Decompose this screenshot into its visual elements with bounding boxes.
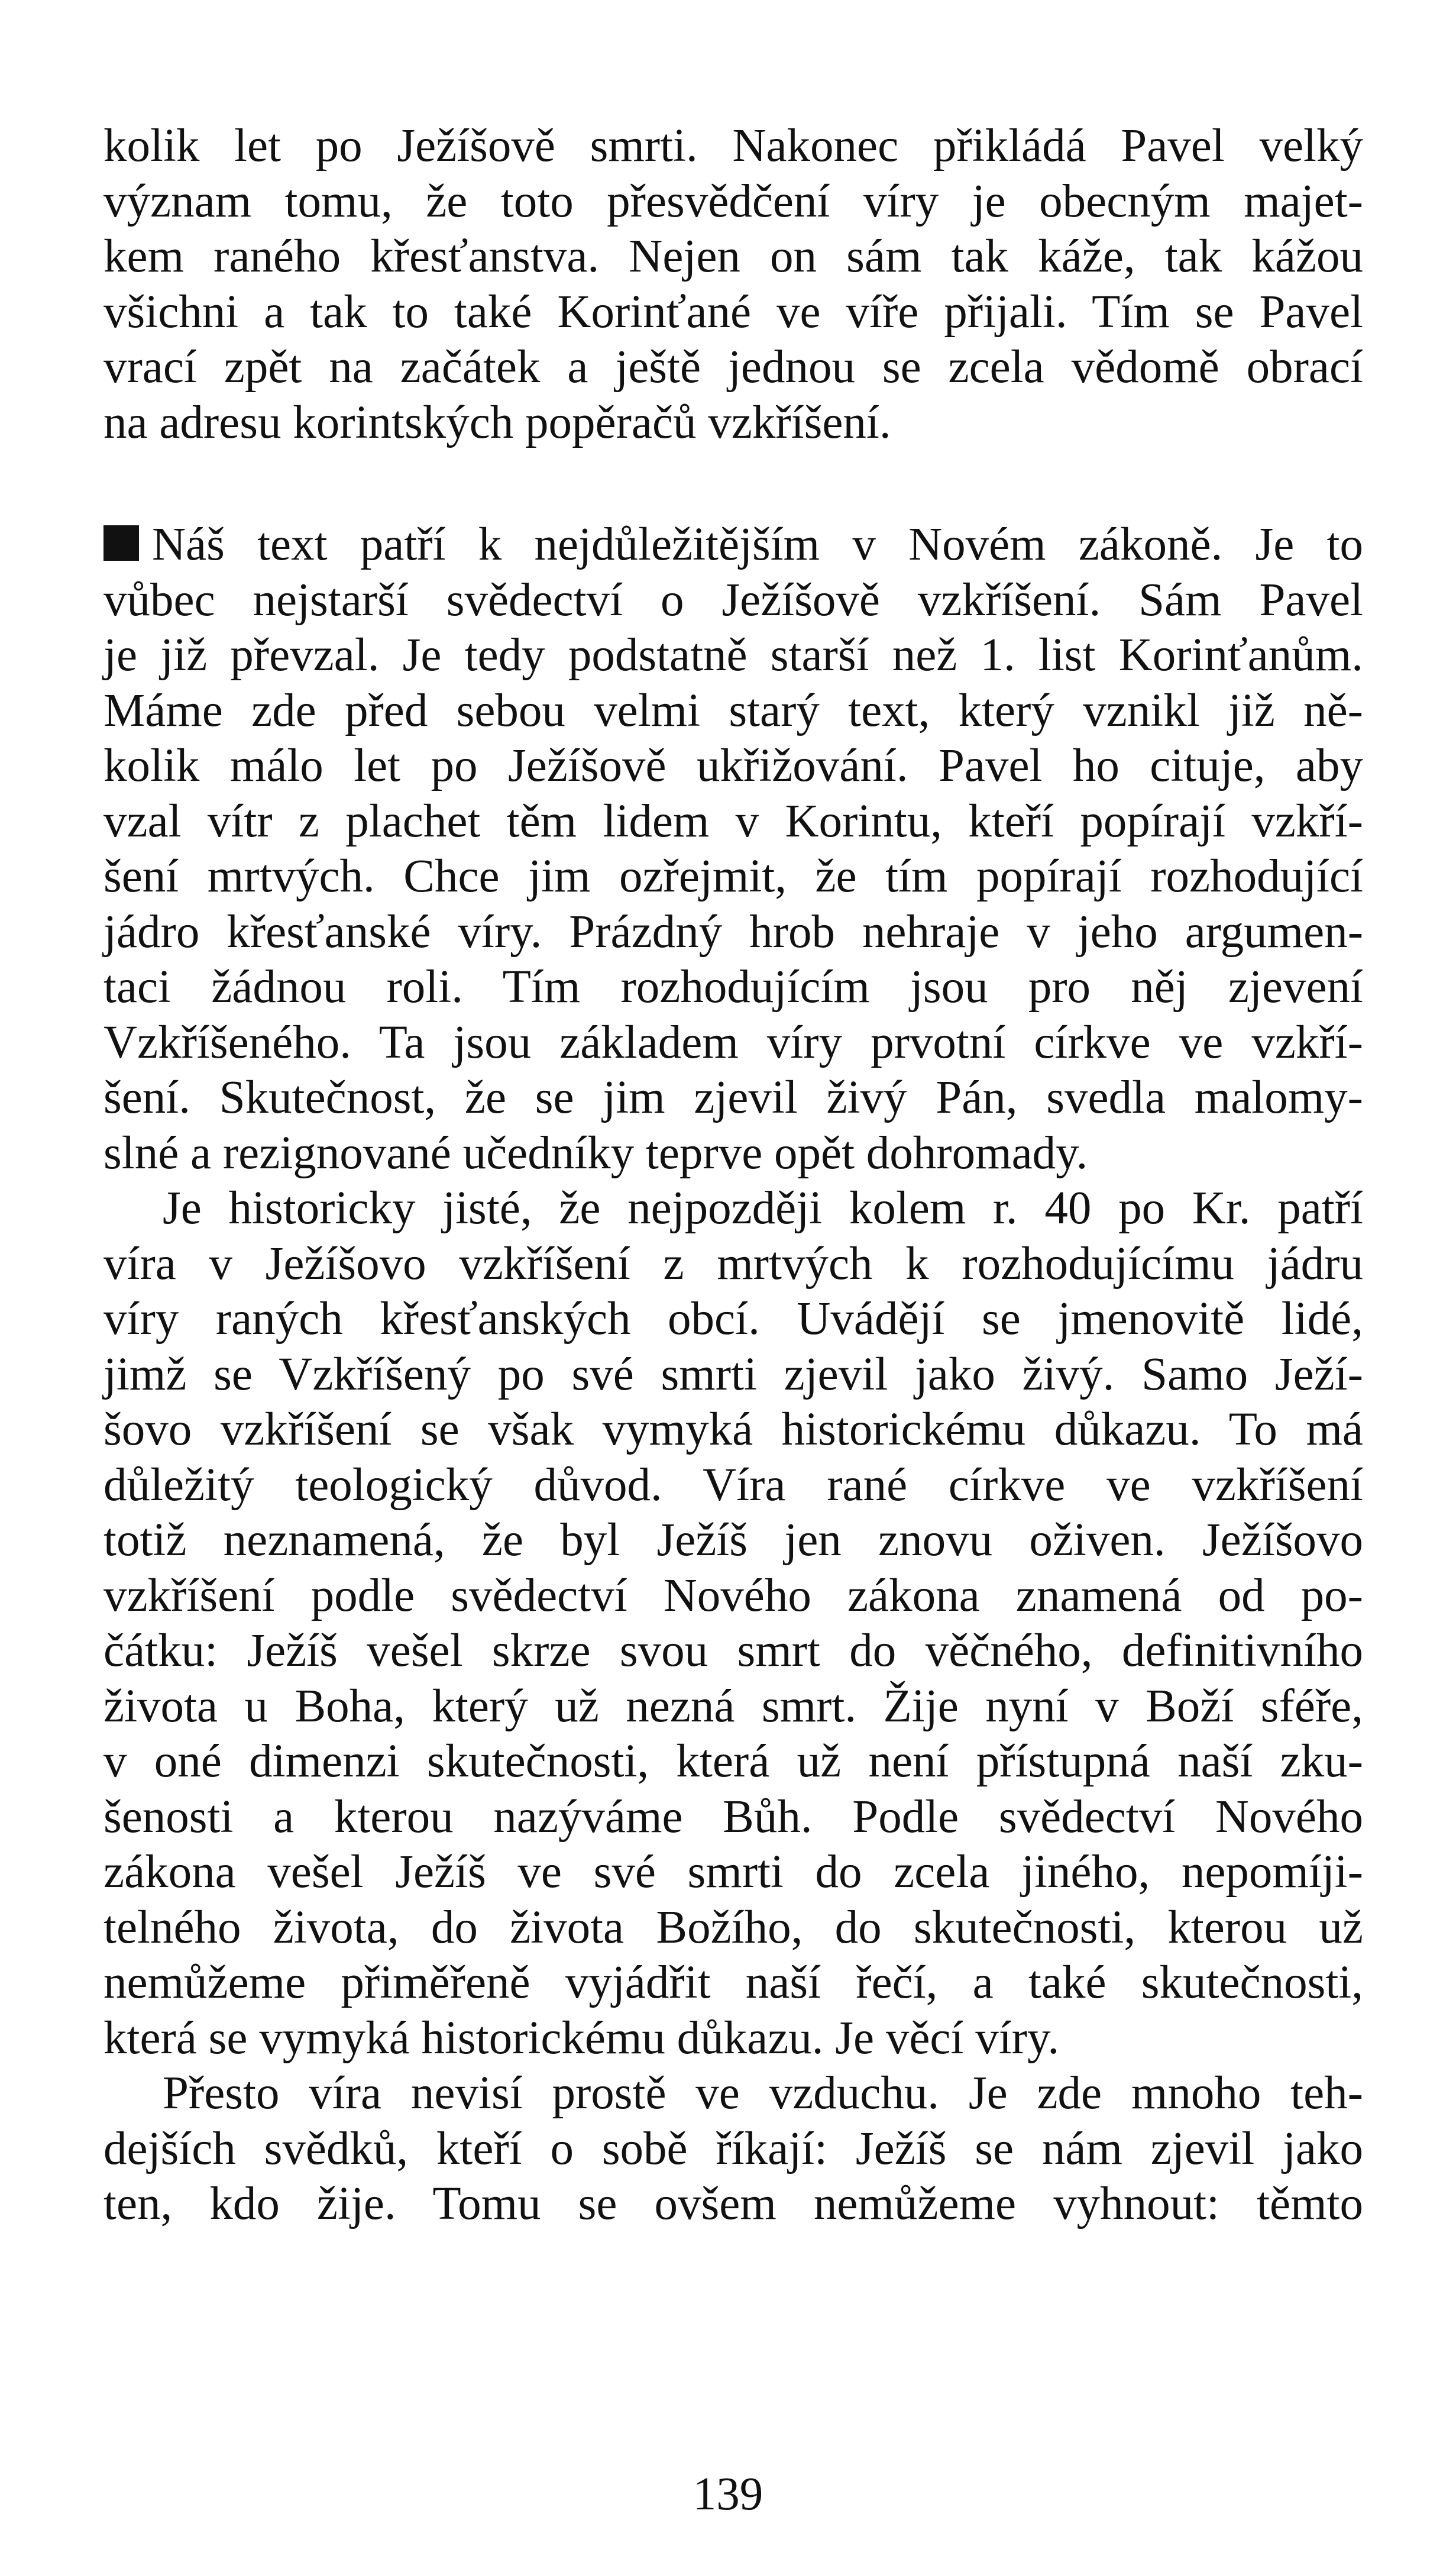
text-line: jádro křesťanské víry. Prázdný hrob nehraje v jeho argumen- — [103, 906, 1363, 958]
page-number: 139 — [693, 2469, 763, 2520]
section-marker-icon — [103, 525, 139, 561]
text-line: všichni a tak to také Korinťané ve víře přijali. Tím se Pavel — [103, 286, 1363, 338]
text-line: čátku: Ježíš vešel skrze svou smrt do věčného, definitivního — [103, 1625, 1363, 1676]
text-line: na adresu korintských popěračů vzkříšení. — [103, 396, 891, 448]
text-line: vzal vítr z plachet těm lidem v Korintu, kteří popírají vzkří- — [103, 795, 1363, 847]
paragraph-witnesses — [103, 2066, 1363, 2232]
text-line: telného života, do života Božího, do skutečnosti, kterou už — [103, 1901, 1363, 1953]
text-line: Vzkříšeného. Ta jsou základem víry prvotní církve ve vzkří- — [103, 1016, 1363, 1068]
text-line: taci žádnou roli. Tím rozhodujícím jsou pro něj zjevení — [103, 961, 1363, 1013]
text-line: která se vymyká historickému důkazu. Je věcí víry. — [103, 2012, 1060, 2064]
text-line: šenosti a kterou nazýváme Bůh. Podle svědectví Nového — [103, 1791, 1363, 1843]
text-line: kem raného křesťanstva. Nejen on sám tak káže, tak kážou — [103, 231, 1363, 282]
text-line: víry raných křesťanských obcí. Uvádějí se jmenovitě lidé, — [103, 1293, 1363, 1345]
text-line: vůbec nejstarší svědectví o Ježíšově vzkříšení. Sám Pavel — [103, 574, 1363, 626]
text-line-content: Náš text patří k nejdůležitějším v Novém zákoně. Je to — [152, 519, 1363, 570]
text-line: zákona vešel Ježíš ve své smrti do zcela jiného, nepomíji- — [103, 1846, 1363, 1898]
text-line: význam tomu, že toto přesvědčení víry je obecným majet- — [103, 175, 1363, 227]
text-line: víra v Ježíšovo vzkříšení z mrtvých k rozhodujícímu jádru — [103, 1238, 1363, 1290]
text-line: Máme zde před sebou velmi starý text, který vznikl již ně- — [103, 684, 1363, 736]
text-line: slné a rezignované učedníky teprve opět dohromady. — [103, 1127, 1088, 1179]
text-line: života u Boha, který už nezná smrt. Žije nyní v Boží sféře, — [103, 1680, 1363, 1732]
text-line-indented: Přesto víra nevisí prostě ve vzduchu. Je zde mnoho teh- — [163, 2067, 1363, 2119]
text-line: kolik let po Ježíšově smrti. Nakonec přikládá Pavel velký — [103, 120, 1363, 172]
text-line: ten, kdo žije. Tomu se ovšem nemůžeme vyhnout: těmto — [103, 2178, 1363, 2230]
text-line: vzkříšení podle svědectví Nového zákona znamená od po- — [103, 1569, 1363, 1621]
text-line: je již převzal. Je tedy podstatně starší než 1. list Korinťanům. — [103, 629, 1363, 681]
text-line: vrací zpět na začátek a ještě jednou se zcela vědomě obrací — [103, 341, 1363, 393]
text-line: kolik málo let po Ježíšově ukřižování. Pavel ho cituje, aby — [103, 740, 1363, 791]
text-line: šení mrtvých. Chce jim ozřejmit, že tím popírají rozhodující — [103, 851, 1363, 902]
text-line: dejších svědků, kteří o sobě říkají: Ježíš se nám zjevil jako — [103, 2122, 1363, 2175]
text-line-indented: Je historicky jisté, že nejpozději kolem r. 40 po Kr. patří — [163, 1183, 1363, 1234]
text-line-with-marker — [103, 517, 1363, 573]
paragraph-commentary — [103, 517, 1363, 1181]
text-line: jimž se Vzkříšený po své smrti zjevil jako živý. Samo Ježí- — [103, 1348, 1363, 1400]
text-line: šovo vzkříšení se však vymyká historickému důkazu. To má — [103, 1404, 1363, 1455]
text-line: důležitý teologický důvod. Víra rané církve ve vzkříšení — [103, 1459, 1363, 1511]
body-text — [103, 118, 1363, 2232]
text-line: šení. Skutečnost, že se jim zjevil živý Pán, svedla malomy- — [103, 1072, 1363, 1123]
text-line: nemůžeme přiměřeně vyjádřit naší řečí, a také skutečnosti, — [103, 1957, 1363, 2008]
section-gap — [103, 450, 1363, 517]
paragraph-continuation — [103, 118, 1363, 450]
paragraph-historical — [103, 1181, 1363, 2066]
text-line: totiž neznamená, že byl Ježíš jen znovu oživen. Ježíšovo — [103, 1514, 1363, 1566]
text-line: v oné dimenzi skutečnosti, která už není přístupná naší zku- — [103, 1736, 1363, 1787]
